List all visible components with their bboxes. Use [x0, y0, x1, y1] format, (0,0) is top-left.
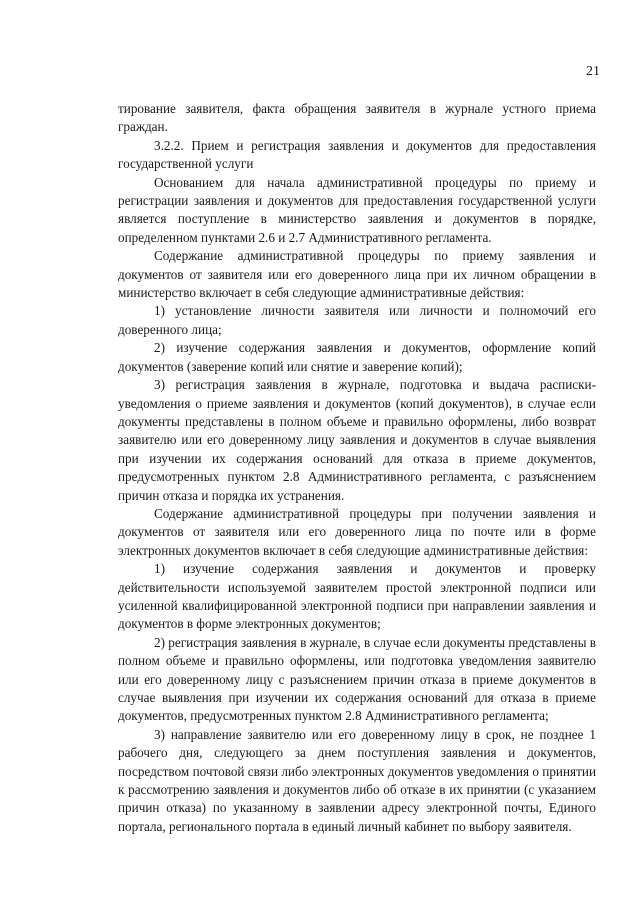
list-item-mail-3: 3) направление заявителю или его доверенному лицу в срок, не позднее 1 рабочего дня, следующего за днем поступления заявления и документов, посредством почтовой связи либо электронных документов уведомления о принятии к рассмотрению заявления и документов либо об отказе в их принятии (с указанием причин отказа) по указанному в заявлении адресу электронной почты, Единого портала, регионального портала в единый личный кабинет по выбору заявителя. [118, 726, 596, 834]
paragraph-mail-procedure: Содержание административной процедуры при получении заявления и документов от заявителя или его доверенного лица по почте или в форме электронных документов включает в себя следующие административные действия: [118, 505, 596, 558]
list-item-mail-1: 1) изучение содержания заявления и документов и проверку действительности используемой заявителем простой электронной подписи или усиленной квалифицированной электронной подписи при направлении заявления и документов в форме электронных документов; [118, 561, 596, 632]
section-heading-3-2-2: 3.2.2. Прием и регистрация заявления и документов для предоставления государственной услуги [118, 137, 596, 172]
list-item-personal-1: 1) установление личности заявителя или личности и полномочий его доверенного лица; [118, 303, 596, 337]
paragraph-personal-procedure: Содержание административной процедуры по приему заявления и документов от заявителя или его доверенного лица при их личном обращении в министерство включает в себя следующие административные действия: [118, 248, 596, 301]
paragraph-basis: Основанием для начала административной процедуры по приему и регистрации заявления и документов для предоставления государственной услуги является поступление в министерство заявления и документов в порядке, определенном пунктами 2.6 и 2.7 Административного регламента. [118, 174, 596, 245]
list-item-personal-2: 2) изучение содержания заявления и документов, оформление копий документов (заверение копий или снятие и заверение копий); [118, 340, 596, 374]
list-item-personal-3: 3) регистрация заявления в журнале, подготовка и выдача расписки-уведомления о приеме заявления и документов (копий документов), в случае если документы представлены в полном объеме и правильно оформлены, либо возврат заявителю или его доверенному лицу заявления и документов в случае выявления при изучении их содержания оснований для отказа в приеме документов, предусмотренных пунктом 2.8 Административного регламента, с разъяснением причин отказа и порядка их устранения. [118, 377, 596, 503]
list-item-mail-2: 2) регистрация заявления в журнале, в случае если документы представлены в полном объеме и правильно оформлены, или подготовка уведомления заявителю или его доверенному лицу с разъяснением причин отказа в приеме документов в случае выявления при изучении их содержания оснований для отказа в приеме документов, предусмотренных пунктом 2.8 Административного регламента; [118, 634, 596, 724]
paragraph-continuation: тирование заявителя, факта обращения заявителя в журнале устного приема граждан. [118, 101, 596, 135]
document-body [118, 100, 596, 836]
page-number: 21 [586, 64, 600, 79]
